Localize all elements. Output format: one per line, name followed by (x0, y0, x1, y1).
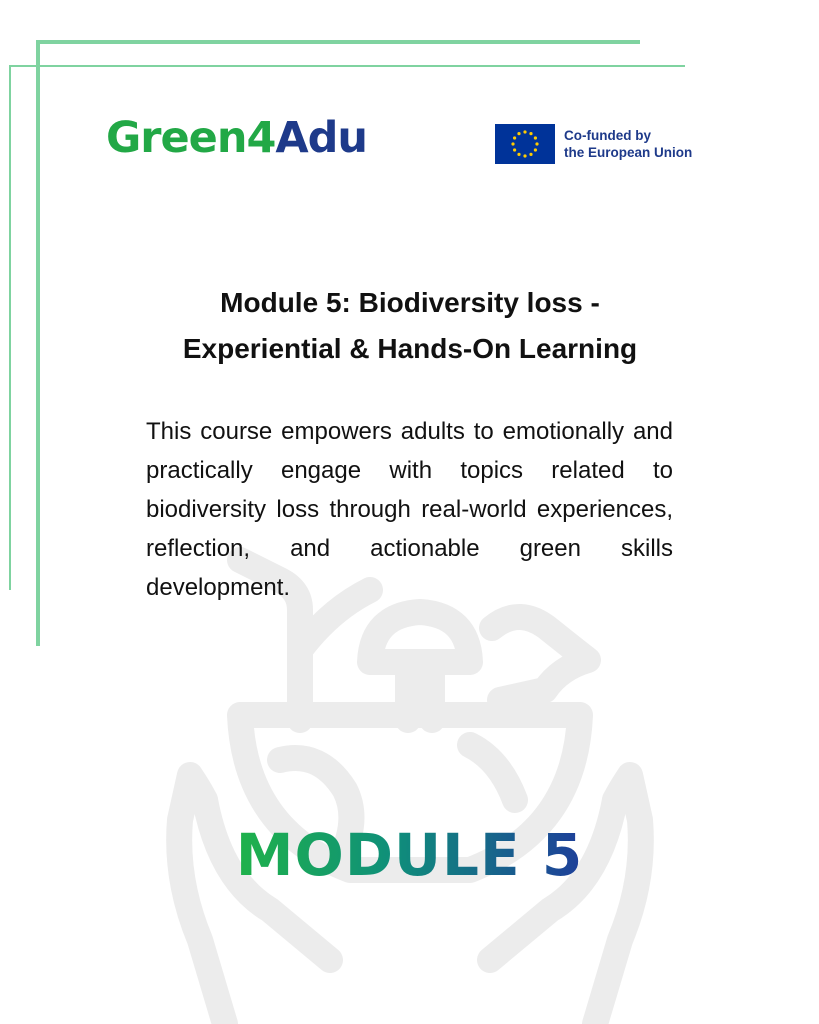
module-title-line-2: Experiential & Hands-On Learning (182, 333, 638, 364)
eu-line-2: the European Union (564, 145, 693, 160)
module-label-text: MODULE 5 (235, 821, 584, 889)
logo-prefix: Green (106, 113, 247, 163)
module-title-line-1: Module 5: Biodiversity loss - (220, 287, 600, 318)
eu-cofunded-badge (495, 124, 692, 164)
logo-number: 4 (246, 113, 276, 163)
eu-cofunded-text (564, 127, 692, 161)
eu-line-1: Co-funded by (564, 128, 651, 143)
module-label (0, 821, 819, 889)
logo-suffix: Adu (275, 113, 368, 163)
green4adu-logo (106, 113, 368, 163)
course-description: This course empowers adults to emotionally and practically engage with topics related to biodiversity loss through real-world experiences, reflection, and actionable green skills development. (146, 418, 673, 601)
eu-flag-icon (495, 124, 555, 164)
module-title (100, 280, 720, 372)
